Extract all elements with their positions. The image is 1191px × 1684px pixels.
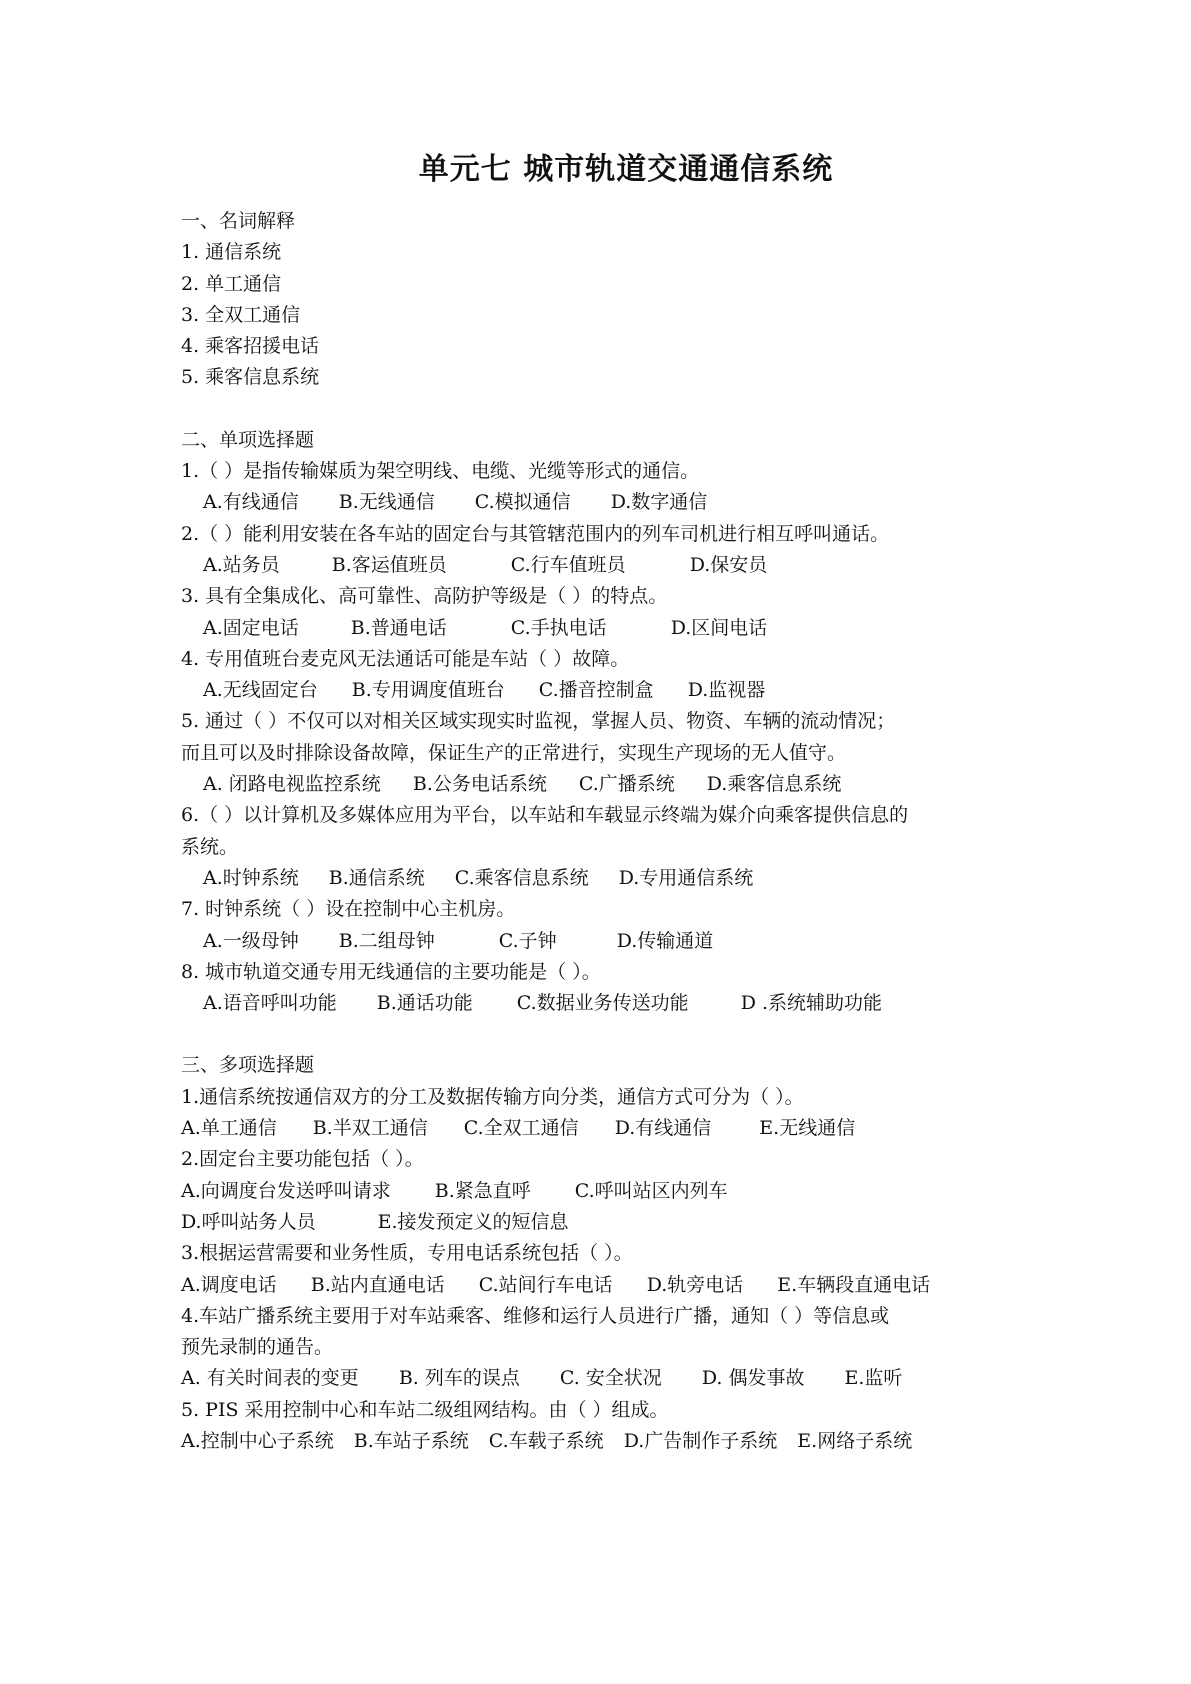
question-text: 预先录制的通告。 bbox=[181, 1336, 334, 1359]
option-row bbox=[181, 1176, 1071, 1207]
option: D .系统辅助功能 bbox=[740, 992, 883, 1015]
option: D.呼叫站务人员 bbox=[181, 1210, 316, 1233]
option: B.通信系统 bbox=[328, 866, 425, 889]
option: E.接发预定义的短信息 bbox=[377, 1210, 569, 1233]
option-row bbox=[181, 1270, 1071, 1301]
option: D.有线通信 bbox=[614, 1117, 712, 1140]
option: D.广告制作子系统 bbox=[623, 1429, 778, 1452]
question-text: 3. 具有全集成化、高可靠性、高防护等级是（ ）的特点。 bbox=[181, 585, 668, 608]
option-row bbox=[181, 988, 1071, 1019]
option: C.行车值班员 bbox=[510, 553, 626, 576]
question-text: 8. 城市轨道交通专用无线通信的主要功能是（ ）。 bbox=[181, 960, 601, 983]
option: C.模拟通信 bbox=[474, 491, 571, 514]
option: B. 列车的误点 bbox=[398, 1367, 520, 1390]
option: C.子钟 bbox=[498, 929, 557, 952]
option-row bbox=[181, 1113, 1071, 1144]
option-row bbox=[181, 675, 1071, 706]
option: C.播音控制盒 bbox=[538, 679, 654, 702]
option: E.监听 bbox=[844, 1367, 903, 1390]
option: A.调度电话 bbox=[181, 1273, 277, 1296]
option: B.客运值班员 bbox=[331, 553, 447, 576]
option-row bbox=[181, 769, 1071, 800]
option: B.车站子系统 bbox=[353, 1429, 469, 1452]
option: A.固定电话 bbox=[203, 616, 299, 639]
term-item: 1. 通信系统 bbox=[181, 241, 282, 264]
option: C.手执电话 bbox=[510, 616, 607, 639]
option: A.一级母钟 bbox=[203, 929, 299, 952]
option: D.传输通道 bbox=[616, 929, 714, 952]
option: C.呼叫站区内列车 bbox=[574, 1179, 728, 1202]
question-text: 2.固定台主要功能包括（ ）。 bbox=[181, 1148, 424, 1171]
option: C. 安全状况 bbox=[559, 1367, 662, 1390]
option: A.站务员 bbox=[203, 553, 280, 576]
option: B.通话功能 bbox=[376, 992, 473, 1015]
term-item: 3. 全双工通信 bbox=[181, 303, 301, 326]
term-item: 2. 单工通信 bbox=[181, 272, 282, 295]
option: A.时钟系统 bbox=[203, 866, 299, 889]
option-row bbox=[181, 926, 1071, 957]
option-row bbox=[181, 487, 1071, 518]
section-single-choice bbox=[181, 425, 1071, 1020]
option: E.网络子系统 bbox=[797, 1429, 913, 1452]
section-heading: 一、名词解释 bbox=[181, 210, 296, 232]
option: A.向调度台发送呼叫请求 bbox=[181, 1179, 391, 1202]
option: C.广播系统 bbox=[578, 773, 675, 796]
question-text: 1.（ ）是指传输媒质为架空明线、电缆、光缆等形式的通信。 bbox=[181, 460, 700, 483]
option: D.保安员 bbox=[689, 553, 768, 576]
option: A.有线通信 bbox=[203, 491, 299, 514]
term-item: 4. 乘客招援电话 bbox=[181, 335, 320, 358]
option: C.乘客信息系统 bbox=[454, 866, 589, 889]
section-multiple-choice bbox=[181, 1050, 1071, 1457]
question-text: 6.（ ）以计算机及多媒体应用为平台，以车站和车载显示终端为媒介向乘客提供信息的 bbox=[181, 804, 909, 827]
question-text: 5. 通过（ ）不仅可以对相关区域实现实时监视，掌握人员、物资、车辆的流动情况； bbox=[181, 710, 896, 733]
option-row bbox=[181, 613, 1071, 644]
option: D.专用通信系统 bbox=[618, 866, 754, 889]
option: A. 有关时间表的变更 bbox=[181, 1367, 359, 1390]
question-text: 系统。 bbox=[181, 835, 239, 858]
option: B.站内直通电话 bbox=[310, 1273, 445, 1296]
section-definitions bbox=[181, 206, 1071, 394]
option: D.乘客信息系统 bbox=[706, 773, 842, 796]
question-text: 2.（ ）能利用安装在各车站的固定台与其管辖范围内的列车司机进行相互呼叫通话。 bbox=[181, 522, 890, 545]
option: B.专用调度值班台 bbox=[351, 679, 505, 702]
option: D.区间电话 bbox=[670, 616, 768, 639]
option: B.紧急直呼 bbox=[434, 1179, 531, 1202]
question-text: 4. 专用值班台麦克风无法通话可能是车站（ ）故障。 bbox=[181, 647, 630, 670]
option: D.监视器 bbox=[687, 679, 766, 702]
option: E.车辆段直通电话 bbox=[777, 1273, 931, 1296]
option: A.单工通信 bbox=[181, 1117, 277, 1140]
option: A.无线固定台 bbox=[203, 679, 318, 702]
question-text: 而且可以及时排除设备故障，保证生产的正常进行，实现生产现场的无人值守。 bbox=[181, 741, 847, 764]
question-text: 3.根据运营需要和业务性质，专用电话系统包括（ ）。 bbox=[181, 1242, 633, 1265]
option-row bbox=[181, 1207, 1071, 1238]
section-heading: 三、多项选择题 bbox=[181, 1054, 315, 1077]
term-item: 5. 乘客信息系统 bbox=[181, 366, 320, 389]
option: A.语音呼叫功能 bbox=[203, 992, 337, 1015]
question-text: 7. 时钟系统（ ）设在控制中心主机房。 bbox=[181, 898, 516, 921]
option: B.无线通信 bbox=[338, 491, 435, 514]
option: D.数字通信 bbox=[610, 491, 708, 514]
page-title: 单元七 城市轨道交通通信系统 bbox=[418, 152, 834, 187]
option: E.无线通信 bbox=[759, 1117, 856, 1140]
option: C.车载子系统 bbox=[488, 1429, 604, 1452]
option: C.数据业务传送功能 bbox=[516, 992, 689, 1015]
option: C.全双工通信 bbox=[463, 1117, 579, 1140]
question-text: 4.车站广播系统主要用于对车站乘客、维修和运行人员进行广播，通知（ ）等信息或 bbox=[181, 1304, 890, 1327]
option-row bbox=[181, 863, 1071, 894]
option: C.站间行车电话 bbox=[478, 1273, 613, 1296]
option: B.公务电话系统 bbox=[412, 773, 547, 796]
option: B.半双工通信 bbox=[312, 1117, 428, 1140]
option: D.轨旁电话 bbox=[646, 1273, 744, 1296]
option-row bbox=[181, 550, 1071, 581]
question-text: 5. PIS 采用控制中心和车站二级组网结构。由（ ）组成。 bbox=[181, 1398, 669, 1421]
option: B.普通电话 bbox=[350, 616, 447, 639]
question-text: 1.通信系统按通信双方的分工及数据传输方向分类，通信方式可分为（ ）。 bbox=[181, 1085, 804, 1108]
option-row bbox=[181, 1363, 1071, 1394]
option: D. 偶发事故 bbox=[701, 1367, 805, 1390]
option: B.二组母钟 bbox=[338, 929, 435, 952]
section-heading: 二、单项选择题 bbox=[181, 428, 315, 451]
option: A. 闭路电视监控系统 bbox=[203, 773, 381, 796]
option-row bbox=[181, 1426, 1071, 1457]
option: A.控制中心子系统 bbox=[181, 1429, 334, 1452]
